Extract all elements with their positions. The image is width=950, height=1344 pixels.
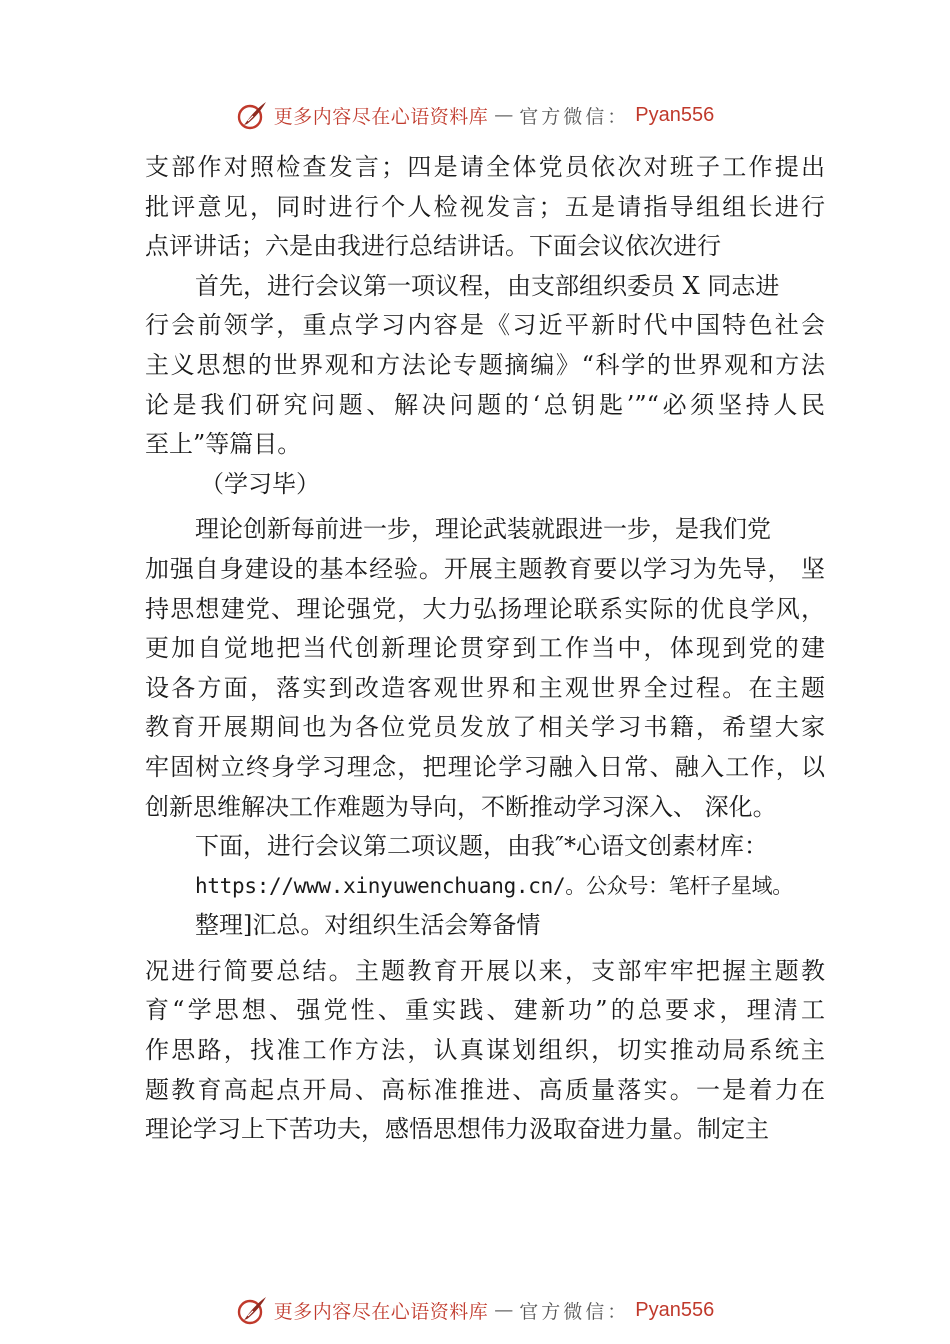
footer-banner: [0, 1290, 950, 1330]
document-body: [145, 148, 825, 1150]
paragraph-start: 下面，进行会议第二项议题，由我″*心语文创素材库：: [195, 832, 768, 861]
source-url-line: https://www.xinyuwenchuang.cn/。公众号：笔杆子星域。: [195, 873, 793, 898]
paragraph-start: 首先，进行会议第一项议程，由支部组织委员 X 同志进: [195, 271, 780, 300]
banner-brand: 更多内容尽在心语资料库: [273, 105, 489, 128]
quill-circle-logo-icon: [236, 99, 268, 131]
study-done-note: （学习毕）: [200, 469, 320, 498]
text-line: 理论学习上下苦功夫，感悟思想伟力汲取奋进力量。制定主: [145, 1115, 769, 1144]
text-line: 育“学思想、强党性、重实践、建新功”的总要求，理清工: [145, 996, 825, 1025]
text-line: 整理]汇总。对组织生活会筹备情: [195, 911, 541, 940]
text-line: 教育开展期间也为各位党员发放了相关学习书籍，希望大家: [145, 713, 825, 742]
text-line: 持思想建党、理论强党，大力弘扬理论联系实际的优良学风，: [145, 594, 825, 623]
text-line: 行会前领学，重点学习内容是《习近平新时代中国特色社会: [145, 311, 825, 340]
text-line: 题教育高起点开局、高标准推进、高质量落实。一是着力在: [145, 1075, 825, 1104]
text-line: 支部作对照检查发言；四是请全体党员依次对班子工作提出: [145, 153, 825, 181]
text-line: 牢固树立终身学习理念，把理论学习融入日常、融入工作，以: [145, 752, 825, 781]
text-line: 创新思维解决工作难题为导向，不断推动学习深入、 深化。: [145, 792, 777, 821]
text-line: 点评讲话；六是由我进行总结讲话。下面会议依次进行: [145, 232, 721, 261]
text-line: 加强自身建设的基本经验。开展主题教育要以学习为先导， 坚: [145, 554, 825, 583]
banner-wechat-label: 官方微信：: [519, 1300, 630, 1323]
banner-wechat-label: 官方微信：: [519, 105, 630, 128]
text-line: 设各方面，落实到改造客观世界和主观世界全过程。在主题: [145, 673, 825, 702]
text-line: 论是我们研究问题、解决问题的‘总钥匙’”“必须坚持人民: [145, 390, 825, 419]
text-line: 更加自觉地把当代创新理论贯穿到工作当中，体现到党的建: [145, 634, 825, 663]
quill-circle-logo-icon: [236, 1294, 268, 1326]
header-banner: [0, 95, 950, 135]
banner-brand: 更多内容尽在心语资料库: [273, 1300, 489, 1323]
text-line: 作思路，找准工作方法，认真谋划组织，切实推动局系统主: [145, 1036, 825, 1065]
banner-wechat-id: Pyan556: [635, 1298, 715, 1321]
banner-separator: —: [494, 1299, 514, 1321]
text-line: 主义思想的世界观和方法论专题摘编》“科学的世界观和方法: [145, 350, 825, 379]
text-line: 至上”等篇目。: [145, 430, 302, 459]
text-line: 批评意见，同时进行个人检视发言；五是请指导组组长进行: [145, 192, 825, 221]
text-line: 况进行简要总结。主题教育开展以来，支部牢牢把握主题教: [145, 956, 825, 985]
banner-separator: —: [494, 104, 514, 126]
paragraph-start: 理论创新每前进一步，理论武装就跟进一步，是我们党: [195, 515, 771, 544]
banner-wechat-id: Pyan556: [635, 103, 715, 126]
